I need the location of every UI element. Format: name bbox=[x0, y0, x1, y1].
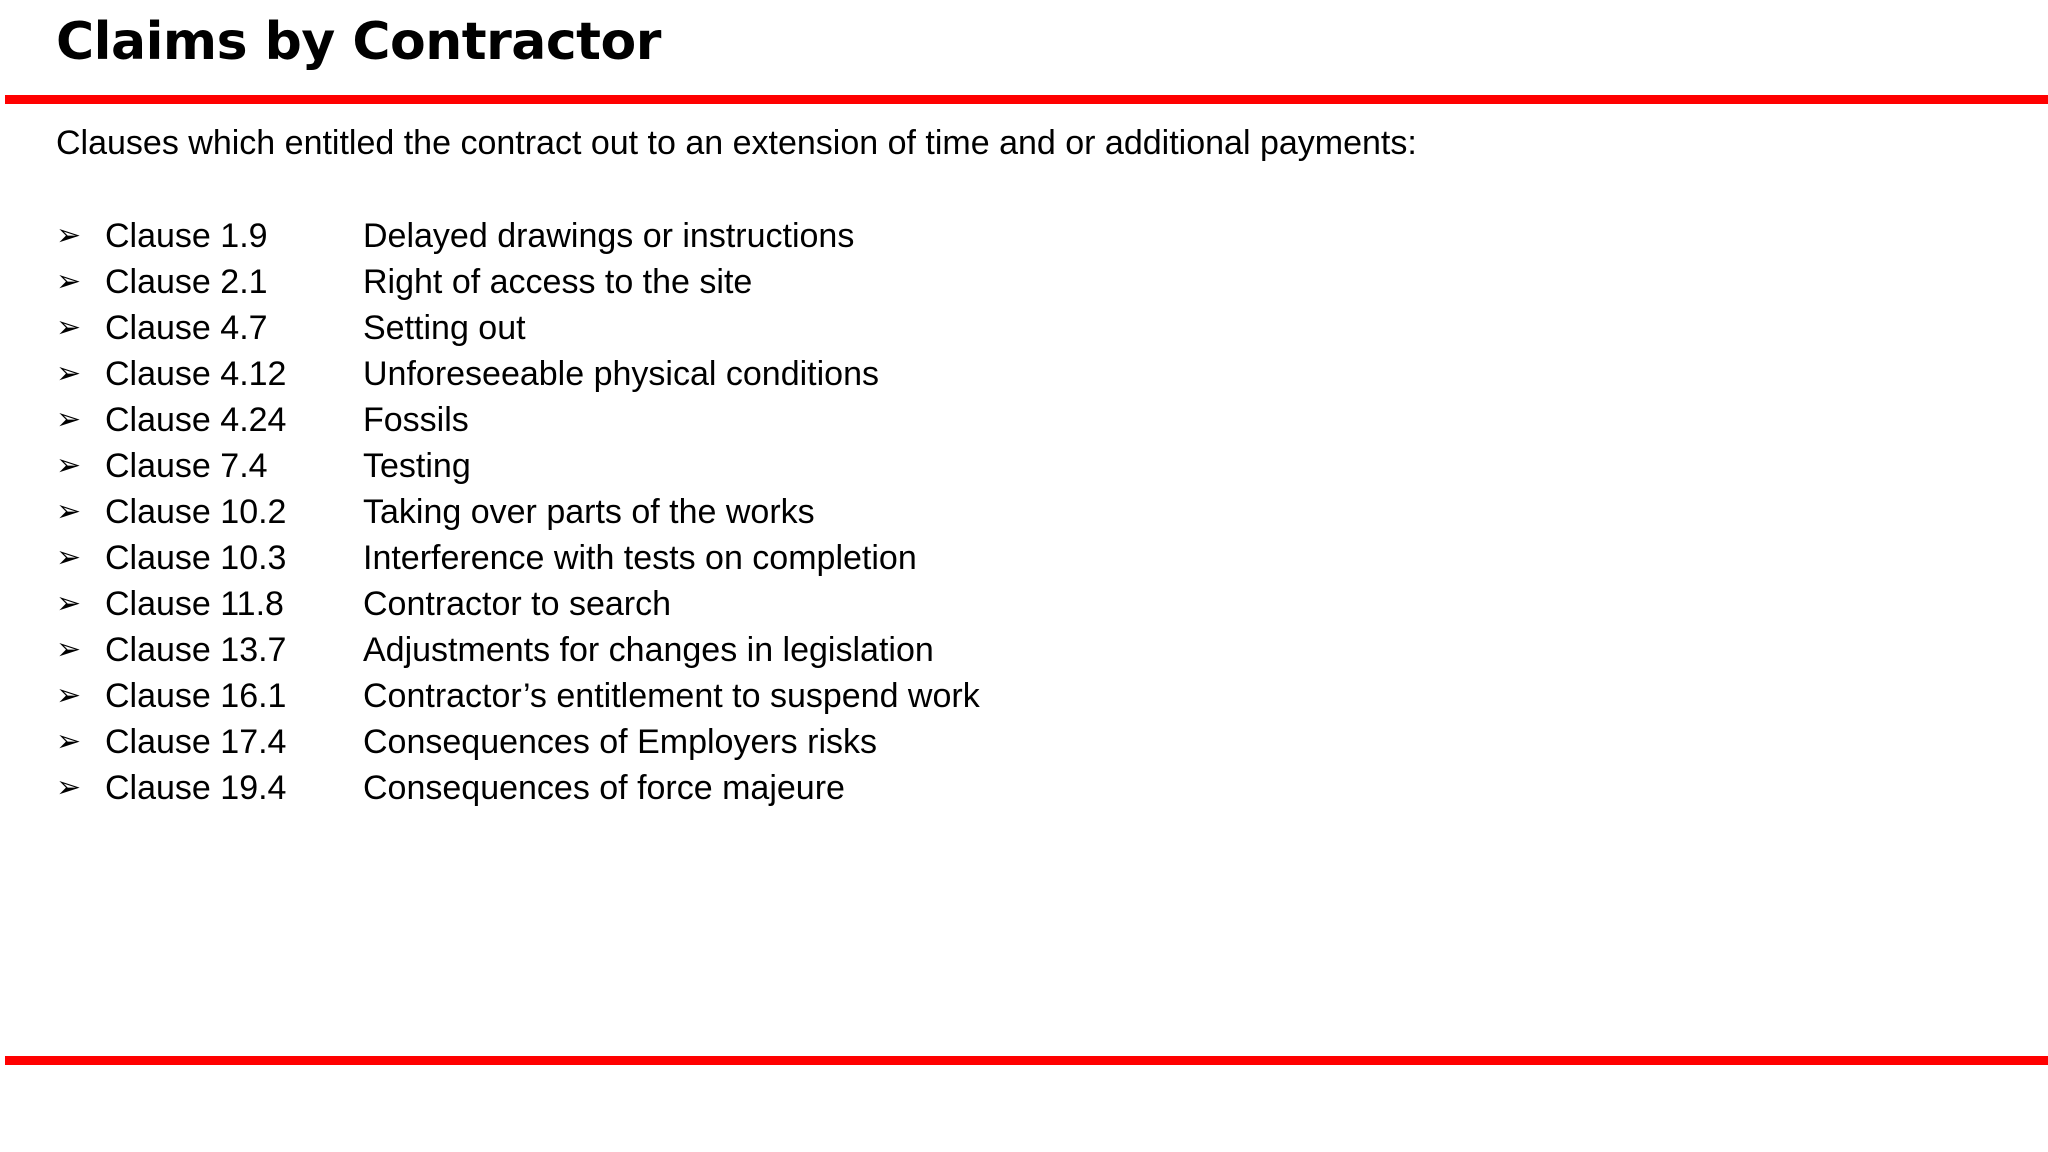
clause-description: Consequences of Employers risks bbox=[363, 723, 878, 761]
clause-number: Clause 17.4 bbox=[105, 723, 287, 761]
arrow-bullet-icon: ➢ bbox=[56, 218, 82, 253]
clause-number: Clause 4.7 bbox=[105, 309, 268, 347]
clause-item bbox=[56, 719, 980, 765]
clause-description: Adjustments for changes in legislation bbox=[363, 631, 934, 669]
clause-list bbox=[56, 213, 980, 811]
clause-number: Clause 11.8 bbox=[105, 585, 284, 623]
clause-item bbox=[56, 489, 980, 535]
clause-number: Clause 4.12 bbox=[105, 355, 287, 393]
clause-description: Interference with tests on completion bbox=[363, 539, 917, 577]
clause-number: Clause 10.2 bbox=[105, 493, 287, 531]
arrow-bullet-icon: ➢ bbox=[56, 448, 82, 483]
clause-description: Fossils bbox=[363, 401, 469, 439]
clause-item bbox=[56, 443, 980, 489]
clause-description: Setting out bbox=[363, 309, 526, 347]
clause-number: Clause 19.4 bbox=[105, 769, 287, 807]
clause-item bbox=[56, 673, 980, 719]
clause-number: Clause 7.4 bbox=[105, 447, 268, 485]
top-divider bbox=[5, 95, 2048, 104]
clause-item bbox=[56, 581, 980, 627]
arrow-bullet-icon: ➢ bbox=[56, 586, 82, 621]
clause-number: Clause 10.3 bbox=[105, 539, 287, 577]
clause-description: Consequences of force majeure bbox=[363, 769, 845, 807]
arrow-bullet-icon: ➢ bbox=[56, 678, 82, 713]
arrow-bullet-icon: ➢ bbox=[56, 494, 82, 529]
clause-description: Testing bbox=[363, 447, 471, 485]
arrow-bullet-icon: ➢ bbox=[56, 310, 82, 345]
clause-item bbox=[56, 259, 980, 305]
clause-number: Clause 2.1 bbox=[105, 263, 268, 301]
arrow-bullet-icon: ➢ bbox=[56, 632, 82, 667]
arrow-bullet-icon: ➢ bbox=[56, 770, 82, 805]
clause-description: Taking over parts of the works bbox=[363, 493, 815, 531]
arrow-bullet-icon: ➢ bbox=[56, 264, 82, 299]
clause-description: Contractor’s entitlement to suspend work bbox=[363, 677, 980, 715]
slide-title: Claims by Contractor bbox=[56, 12, 661, 72]
clause-item bbox=[56, 305, 980, 351]
bottom-divider bbox=[5, 1056, 2048, 1065]
arrow-bullet-icon: ➢ bbox=[56, 356, 82, 391]
clause-number: Clause 16.1 bbox=[105, 677, 287, 715]
clause-item bbox=[56, 351, 980, 397]
arrow-bullet-icon: ➢ bbox=[56, 402, 82, 437]
clause-description: Unforeseeable physical conditions bbox=[363, 355, 879, 393]
clause-item bbox=[56, 535, 980, 581]
clause-number: Clause 1.9 bbox=[105, 217, 268, 255]
intro-text: Clauses which entitled the contract out to an extension of time and or additional payments: bbox=[56, 124, 1417, 162]
clause-item bbox=[56, 213, 980, 259]
arrow-bullet-icon: ➢ bbox=[56, 724, 82, 759]
clause-item bbox=[56, 397, 980, 443]
clause-item bbox=[56, 765, 980, 811]
clause-description: Contractor to search bbox=[363, 585, 672, 623]
clause-description: Right of access to the site bbox=[363, 263, 753, 301]
arrow-bullet-icon: ➢ bbox=[56, 540, 82, 575]
clause-description: Delayed drawings or instructions bbox=[363, 217, 855, 255]
clause-item bbox=[56, 627, 980, 673]
clause-number: Clause 4.24 bbox=[105, 401, 287, 439]
clause-number: Clause 13.7 bbox=[105, 631, 287, 669]
